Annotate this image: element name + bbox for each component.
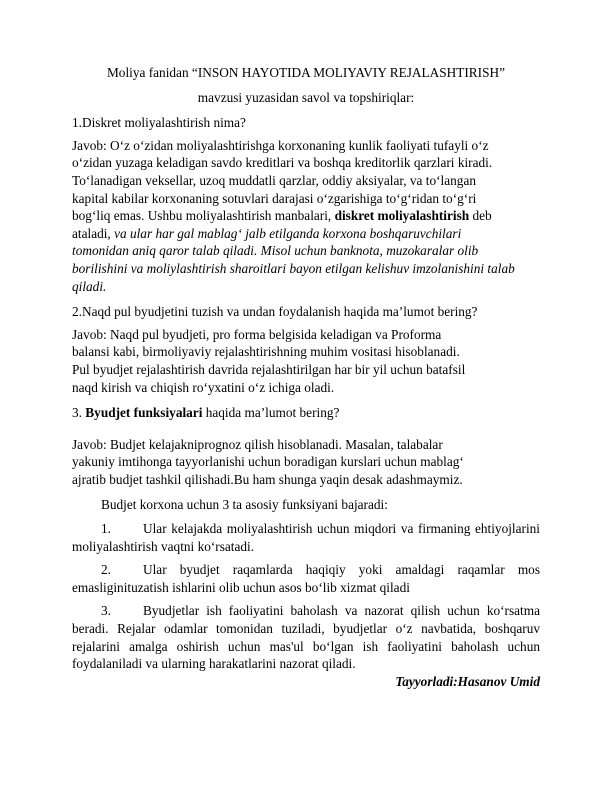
function-item-2 [72,561,540,596]
list-number: 1. [101,521,111,537]
answer-1-line: o‘zidan yuzaga keladigan savdo kreditlari va boshqa kreditorlik qarzlari kiradi. [72,155,493,171]
answer-2 [72,326,540,396]
document-title: Moliya fanidan “INSON HAYOTIDA MOLIYAVIY REJALASHTIRISH” [106,65,506,80]
term-diskret: diskret moliyalashtirish [334,208,470,224]
question-3-text: haqida ma’lumot bering? [202,405,340,421]
term-byudjet-funksiyalari: Byudjet funksiyalari [85,405,203,421]
question-2: 2.Naqd pul byudjetini tuzish va undan foydalanish haqida ma’lumot bering? [72,304,478,320]
question-1: 1.Diskret moliyalashtirish nima? [72,115,246,131]
author-signature: Tayyorladi:Hasanov Umid [395,673,540,689]
answer-1-italic-line: tomonidan aniq qaror talab qiladi. Misol uchun banknota, muzokaralar olib [72,243,479,259]
answer-1-italic: va ular har gal mablag‘ jalb etilganda korxona boshqaruvchilari [114,225,462,241]
answer-2-line: Javob: Naqd pul byudjeti, pro forma belgisida keladigan va Proforma [72,326,442,342]
question-3-number: 3. [72,405,86,421]
answer-1-italic-line: borilishini va moliylashtirish sharoitlari bayon etilgan kelishuv imzolanishini talab [72,260,515,276]
question-3 [72,404,540,422]
answer-2-line: balansi kabi, birmoliyaviy rejalashtirishning muhim vositasi hisoblanadi. [72,344,460,360]
document-subtitle: mavzusi yuzasidan savol va topshiriqlar: [197,89,415,105]
function-item-text: Ular byudjet raqamlarda haqiqiy yoki amaldagi raqamlar mos emasliginituzatish ishlarini olib uchun asos bo‘lib xizmat qiladi [72,562,540,595]
answer-1-line: kapital kabilar korxonaning sotuvlari darajasi o‘zgarishiga to‘g‘ridan to‘g‘ri [72,190,477,206]
answer-3-line: ajratib budjet tashkil qilishadi.Bu ham shunga yaqin desak adashmaymiz. [72,471,463,487]
answer-1-line: To‘lanadigan veksellar, uzoq muddatli qarzlar, oddiy aksiyalar, va to‘langan [72,172,476,188]
answer-1-line [72,225,540,243]
answer-3-line: yakuniy imtihonga tayyorlanishi uchun boradigan kurslari uchun mablag‘ [72,454,464,470]
function-item-1 [72,520,540,555]
answer-1-line [72,207,540,225]
answer-3 [72,436,540,489]
function-item-text: Ular kelajakda moliyalashtirish uchun miqdori va firmaning ehtiyojlarini moliyalashtirish vaqtni ko‘rsatadi. [72,521,540,554]
answer-2-line: Pul byudjet rejalashtirish davrida rejalashtirilgan har bir yil uchun batafsil [72,361,466,377]
answer-3-line: Javob: Budjet kelajakniprognoz qilish hisoblanadi. Masalan, talabalar [72,436,443,452]
document-page [72,64,540,690]
answer-1-text: deb [469,208,492,224]
answer-1-text: bog‘liq emas. Ushbu moliyalashtirish manbalari, [72,208,335,224]
functions-intro: Budjet korxona uchun 3 ta asosiy funksiyani bajaradi: [101,497,388,513]
answer-1-italic-line: qiladi. [72,278,107,294]
function-item-text: Byudjetlar ish faoliyatini baholash va nazorat qilish uchun ko‘rsatma beradi. Rejalar odamlar tomonidan tuziladi, byudjetlar o‘z navbatida, boshqaruv rejalarini amalga oshirish uchun mas'ul bo‘lgan ish faoliyatini baholash uchun foydalaniladi va ularning harakatlarini nazorat qiladi. [72,603,540,672]
list-number: 2. [101,562,111,578]
answer-1-line: Javob: O‘z o‘zidan moliyalashtirishga korxonaning kunlik faoliyati tufayli o‘z [72,137,489,153]
list-number: 3. [101,603,111,619]
answer-1 [72,137,540,295]
function-item-3 [72,602,540,672]
answer-2-line: naqd kirish va chiqish ro‘yxatini o‘z ichiga oladi. [72,379,335,395]
answer-1-text: ataladi, [72,225,115,241]
